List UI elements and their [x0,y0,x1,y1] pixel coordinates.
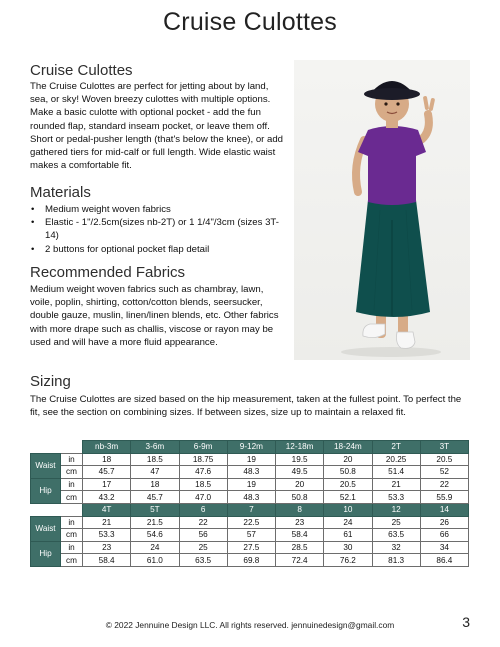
measurement-cell: 32 [372,541,420,554]
unit-cm-label: cm [61,491,83,504]
measurement-cell: 30 [324,541,372,554]
page-title: Cruise Culottes [163,8,337,36]
footer-copyright: © 2022 Jennuine Design LLC. All rights reserved. jennuinedesign@gmail.com [105,620,395,630]
hip-row-label: Hip [31,478,61,503]
size-header-cell: 12-18m [276,441,324,454]
measurement-cell: 55.9 [420,491,468,504]
measurement-cell: 52.1 [324,491,372,504]
hip-row-label: Hip [31,541,61,566]
measurement-cell: 18 [83,453,131,466]
unit-in-label: in [61,478,83,491]
size-header-cell: 10 [324,503,372,516]
size-header-cell: 4T [83,503,131,516]
unit-in-label: in [61,541,83,554]
measurement-cell: 20 [324,453,372,466]
measurement-cell: 23 [276,516,324,529]
measurement-cell: 18.75 [179,453,227,466]
waist-row-label: Waist [31,453,61,478]
measurement-cell: 25 [179,541,227,554]
measurement-cell: 20.5 [324,478,372,491]
measurement-cell: 19.5 [276,453,324,466]
page-number: 3 [462,614,470,630]
unit-cm-label: cm [61,554,83,567]
measurement-cell: 48.3 [227,491,275,504]
size-header-cell: 12 [372,503,420,516]
waist-in-row [31,516,469,529]
measurement-cell: 69.8 [227,554,275,567]
measurement-cell: 20.25 [372,453,420,466]
measurement-cell: 58.4 [276,529,324,542]
measurement-cell: 49.5 [276,466,324,479]
measurement-cell: 72.4 [276,554,324,567]
measurement-cell: 47 [131,466,179,479]
measurement-cell: 18 [131,478,179,491]
materials-item: • Elastic - 1"/2.5cm(sizes nb-2T) or 1 1/4"/3cm (sizes 3T-14) [30,216,285,242]
fabrics-text: Medium weight woven fabrics such as chambray, lawn, voile, poplin, shirting, cotton/cotton blends, seersucker, double gauze, muslin, linen/linen blends, etc. Other fabrics with more drape such as challis, viscose or rayon may be used and will have a more fluid appearance. [30,284,279,348]
measurement-cell: 26 [420,516,468,529]
child-model-illustration [294,60,470,360]
measurement-cell: 81.3 [372,554,420,567]
measurement-cell: 27.5 [227,541,275,554]
size-header-cell: 6-9m [179,441,227,454]
intro-text: The Cruise Culottes are perfect for jetting about by land, sea, or sky! Woven breezy culottes with multiple options. Make a basic culotte with optional pocket - add the fun rounded flap, standard inseam pocket, or leave them off. Short or pedal-pusher length (that's below the knee), or add gathered tiers for mid-calf or full length. Wide elastic waist makes a comfortable fit. [30,81,284,172]
hip-cm-row [31,554,469,567]
measurement-cell: 51.4 [372,466,420,479]
measurement-cell: 22.5 [227,516,275,529]
measurement-cell: 58.4 [83,554,131,567]
measurement-cell: 47.6 [179,466,227,479]
hip-in-row [31,478,469,491]
waist-row-label: Waist [31,516,61,541]
measurement-cell: 54.6 [131,529,179,542]
measurement-cell: 52 [420,466,468,479]
measurement-cell: 28.5 [276,541,324,554]
size-header-cell: 9-12m [227,441,275,454]
unit-cm-label: cm [61,466,83,479]
size-header-cell: 3-6m [131,441,179,454]
measurement-cell: 18.5 [131,453,179,466]
measurement-cell: 48.3 [227,466,275,479]
measurement-cell: 22 [179,516,227,529]
measurement-cell: 45.7 [131,491,179,504]
materials-item: • 2 buttons for optional pocket flap detail [30,243,285,256]
header-blank-cell [31,503,61,516]
hip-in-row [31,541,469,554]
header-blank-cell [31,441,61,454]
header-blank-cell [61,441,83,454]
measurement-cell: 76.2 [324,554,372,567]
measurement-cell: 20.5 [420,453,468,466]
measurement-cell: 53.3 [83,529,131,542]
size-header-cell: 14 [420,503,468,516]
measurement-cell: 25 [372,516,420,529]
size-chart-table [30,440,469,567]
materials-heading: Materials [30,184,91,201]
measurement-cell: 24 [131,541,179,554]
measurement-cell: 21 [372,478,420,491]
materials-list [30,203,285,256]
measurement-cell: 23 [83,541,131,554]
measurement-cell: 20 [276,478,324,491]
measurement-cell: 86.4 [420,554,468,567]
measurement-cell: 47.0 [179,491,227,504]
measurement-cell: 43.2 [83,491,131,504]
size-header-row [31,441,469,454]
measurement-cell: 22 [420,478,468,491]
measurement-cell: 63.5 [372,529,420,542]
measurement-cell: 18.5 [179,478,227,491]
waist-cm-row [31,466,469,479]
size-header-cell: 2T [372,441,420,454]
sizing-text: The Cruise Culottes are sized based on the hip measurement, taken at the fullest point. To perfect the fit, see the section on combining sizes. If between sizes, size up to maintain a relaxed fit. [30,394,462,419]
intro-heading: Cruise Culottes [30,62,133,79]
waist-cm-row [31,529,469,542]
unit-in-label: in [61,516,83,529]
measurement-cell: 63.5 [179,554,227,567]
measurement-cell: 56 [179,529,227,542]
measurement-cell: 34 [420,541,468,554]
product-photo [294,60,470,360]
measurement-cell: 21 [83,516,131,529]
measurement-cell: 45.7 [83,466,131,479]
measurement-cell: 19 [227,453,275,466]
sizing-heading: Sizing [30,373,71,390]
hip-cm-row [31,491,469,504]
size-header-cell: 18-24m [324,441,372,454]
measurement-cell: 61 [324,529,372,542]
measurement-cell: 19 [227,478,275,491]
fabrics-heading: Recommended Fabrics [30,264,186,281]
measurement-cell: 50.8 [276,491,324,504]
unit-cm-label: cm [61,529,83,542]
measurement-cell: 21.5 [131,516,179,529]
size-header-row [31,503,469,516]
measurement-cell: 61.0 [131,554,179,567]
size-header-cell: 8 [276,503,324,516]
size-header-cell: nb-3m [83,441,131,454]
measurement-cell: 66 [420,529,468,542]
header-blank-cell [61,503,83,516]
size-header-cell: 6 [179,503,227,516]
measurement-cell: 24 [324,516,372,529]
measurement-cell: 57 [227,529,275,542]
size-header-cell: 7 [227,503,275,516]
measurement-cell: 50.8 [324,466,372,479]
materials-item: • Medium weight woven fabrics [30,203,285,216]
size-header-cell: 3T [420,441,468,454]
measurement-cell: 53.3 [372,491,420,504]
size-header-cell: 5T [131,503,179,516]
unit-in-label: in [61,453,83,466]
measurement-cell: 17 [83,478,131,491]
waist-in-row [31,453,469,466]
